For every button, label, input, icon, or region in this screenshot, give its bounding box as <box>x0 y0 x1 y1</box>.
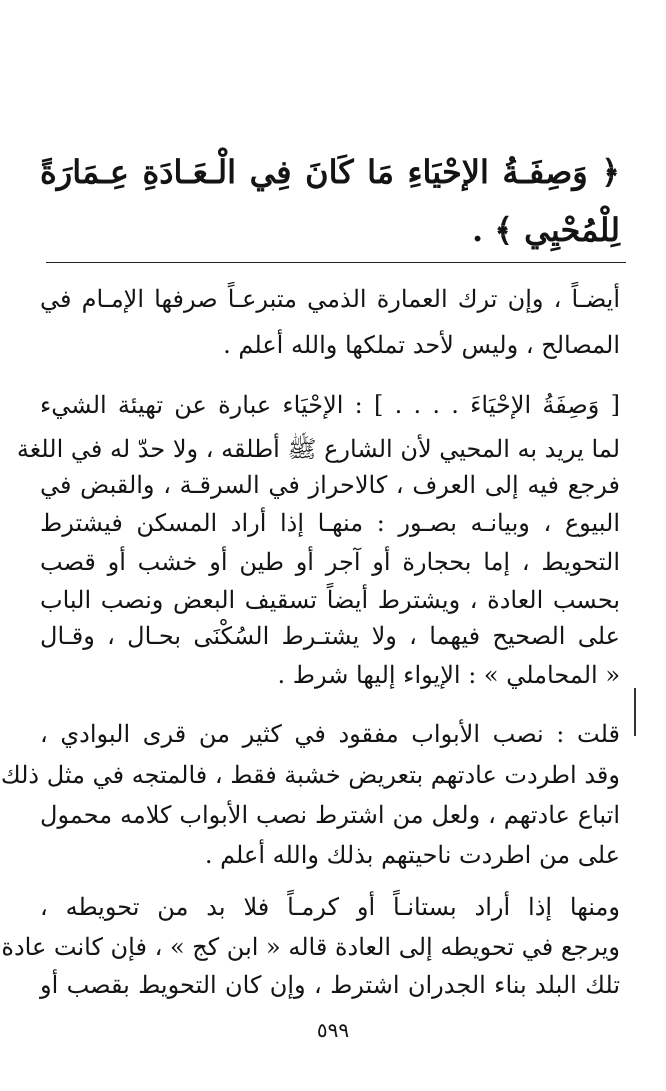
text-line: المصالح ، وليس لأحد تملكها والله أعلم . <box>223 331 620 359</box>
text-line: أيضـاً ، وإن ترك العمارة الذمي متبرعـاً صرفها الإمـام في <box>40 285 620 313</box>
heading-line: لِلْمُحْيِي ﴾ . <box>472 211 620 249</box>
text-line: التحويط ، إما بحجارة أو آجر أو طين أو خشب أو قصب <box>40 548 620 576</box>
text-line: [ وَصِفَةُ الإحْيَاءَ . . . . ] : الإحْيَاء عبارة عن تهيئة الشيء <box>40 391 620 419</box>
page-number: ٥٩٩ <box>316 1018 350 1042</box>
heading-divider <box>46 262 626 263</box>
text-line: ويرجع في تحويطه إلى العادة قاله « ابن كج » ، فإن كانت عادة <box>1 933 620 961</box>
text-line: « المحاملي » : الإيواء إليها شرط . <box>277 661 620 689</box>
text-line: قلت : نصب الأبواب مفقود في كثير من قرى البوادي ، <box>40 720 620 748</box>
text-line: وقد اطردت عادتهم بتعريض خشبة فقط ، فالمتجه في مثل ذلك <box>0 761 620 789</box>
text-line: اتباع عادتهم ، ولعل من اشترط نصب الأبواب كلامه محمول <box>40 801 620 829</box>
text-line: على الصحيح فيهما ، ولا يشتـرط السُكْنَى بحـال ، وقـال <box>40 622 621 650</box>
text-line: تلك البلد بناء الجدران اشترط ، وإن كان التحويط بقصب أو <box>40 971 620 999</box>
text-line: فرجع فيه إلى العرف ، كالاحراز في السرقـة ، والقبض في <box>40 471 620 499</box>
margin-mark <box>634 688 636 736</box>
heading-line: ﴿ وَصِفَـةُ الإحْيَاءِ مَا كَانَ فِي الْـعَـادَةِ عِـمَارَةً <box>40 153 620 191</box>
text-line: ومنها إذا أراد بستانـاً أو كرمـاً فلا بد من تحويطه ، <box>40 893 620 921</box>
text-line: البيوع ، وبيانـه بصـور : منهـا إذا أراد المسكن فيشترط <box>40 509 620 537</box>
text-line: بحسب العادة ، ويشترط أيضاً تسقيف البعض ونصب الباب <box>40 586 620 614</box>
text-line: لما يريد به المحيي لأن الشارع ﷺ أطلقه ، ولا حدّ له في اللغة <box>16 435 620 463</box>
text-line: على من اطردت ناحيتهم بذلك والله أعلم . <box>204 841 620 869</box>
